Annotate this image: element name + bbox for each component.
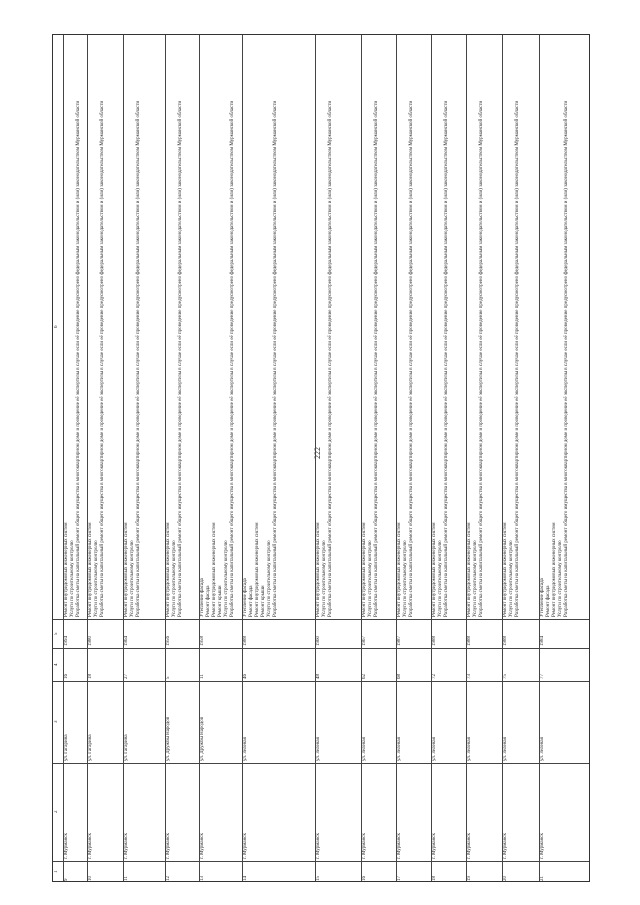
- work-item: Разработка сметы на капитальный ремонт общего имущества в многоквартирном доме и проведение её экспертизы в случае если её проведение предусмотрено федеральным законодательством и (или) законодательством Мурманской области: [515, 100, 520, 617]
- cell-settlement: г. Мурманск: [124, 833, 129, 859]
- cell-works: [200, 37, 241, 617]
- cell-num: 10: [88, 876, 93, 881]
- cell-year: 1980: [88, 636, 93, 646]
- cell-num: 13: [200, 876, 205, 881]
- cell-works: [124, 37, 164, 617]
- work-item: Разработка сметы на капитальный ремонт общего имущества в многоквартирном доме и проведение её экспертизы в случае если её проведение предусмотрено федеральным законодательством и (или) законодательством Мурманской области: [479, 100, 484, 617]
- cell-works: [432, 37, 465, 617]
- column-header: 6: [54, 325, 59, 329]
- cell-settlement: г. Мурманск: [64, 833, 69, 859]
- work-item: Услуги по строительному контролю: [94, 540, 99, 617]
- cell-year: 1994: [64, 636, 69, 646]
- work-item: Услуги по строительному контролю: [438, 540, 443, 617]
- cell-house: 73: [467, 674, 472, 679]
- cell-works: [316, 37, 360, 617]
- work-item: Ремонт внутридомовых инженерных систем: [362, 522, 367, 617]
- work-item: Разработка сметы на капитальный ремонт общего имущества в многоквартирном доме и проведение её экспертизы в случае если её проведение предусмотрено федеральным законодательством и (или) законодательством Мурманской области: [136, 100, 141, 617]
- column-header: 2: [54, 810, 59, 814]
- work-item: Утепление фасада: [243, 578, 248, 617]
- cell-year: 1956: [166, 636, 171, 646]
- cell-num: 11: [124, 876, 129, 881]
- work-item: Разработка сметы на капитальный ремонт общего имущества в многоквартирном доме и проведение её экспертизы в случае если её проведение предусмотрено федеральным законодательством и (или) законодательством Мурманской области: [564, 100, 569, 617]
- work-item: Ремонт внутридомовых инженерных систем: [432, 522, 437, 617]
- cell-settlement: г. Мурманск: [200, 833, 205, 859]
- work-item: Разработка сметы на капитальный ремонт общего имущества в многоквартирном доме и проведение её экспертизы в случае если её проведение предусмотрено федеральным законодательством и (или) законодательством Мурманской области: [409, 100, 414, 617]
- cell-street: ул. Дружбы Народов: [166, 716, 171, 761]
- cell-settlement: г. Мурманск: [166, 833, 171, 859]
- work-item: Утепление фасада: [200, 578, 205, 617]
- cell-works: [362, 37, 395, 617]
- cell-works: [243, 37, 314, 617]
- cell-works: [166, 37, 198, 617]
- cell-house: 72: [432, 674, 437, 679]
- cell-settlement: г. Мурманск: [397, 833, 402, 859]
- cell-street: ул. Зеленая: [467, 737, 472, 761]
- cell-year: 1964: [124, 636, 129, 646]
- cell-house: 68: [397, 674, 402, 679]
- cell-house: 77: [540, 674, 545, 679]
- work-item: Услуги по строительному контролю: [267, 540, 272, 617]
- column-divider: [53, 619, 589, 620]
- work-item: Ремонт внутридомовых инженерных систем: [212, 522, 217, 617]
- cell-house: 48: [316, 674, 321, 679]
- cell-street: ул. Зеленая: [503, 737, 508, 761]
- work-item: Услуги по строительному контролю: [172, 540, 177, 617]
- cell-settlement: г. Мурманск: [467, 833, 472, 859]
- cell-house: 5: [166, 676, 171, 679]
- cell-works: [397, 37, 430, 617]
- cell-settlement: г. Мурманск: [316, 833, 321, 859]
- cell-works: [64, 37, 86, 617]
- column-divider: [53, 648, 589, 649]
- cell-year: 1987: [397, 636, 402, 646]
- cell-house: 11: [200, 674, 205, 679]
- work-item: Разработка сметы на капитальный ремонт общего имущества в многоквартирном доме и проведение её экспертизы в случае если её проведение предусмотрено федеральным законодательством и (или) законодательством Мурманской области: [178, 100, 183, 617]
- cell-year: 1988: [503, 636, 508, 646]
- column-divider: [53, 861, 589, 862]
- cell-year: 1988: [432, 636, 437, 646]
- column-divider: [53, 681, 589, 682]
- cell-street: ул. Зеленая: [362, 737, 367, 761]
- cell-num: 15: [316, 876, 321, 881]
- cell-year: 1988: [467, 636, 472, 646]
- work-item: Ремонт внутридомовых инженерных систем: [467, 522, 472, 617]
- work-item: Разработка сметы на капитальный ремонт общего имущества в многоквартирном доме и проведение её экспертизы в случае если её проведение предусмотрено федеральным законодательством и (или) законодательством Мурманской области: [328, 100, 333, 617]
- work-item: Услуги по строительному контролю: [509, 540, 514, 617]
- cell-works: [88, 37, 122, 617]
- cell-num: 14: [243, 876, 248, 881]
- work-item: Услуги по строительному контролю: [558, 540, 563, 617]
- work-item: Услуги по строительному контролю: [130, 540, 135, 617]
- work-item: Ремонт внутридомовых инженерных систем: [88, 522, 93, 617]
- cell-num: 20: [503, 876, 508, 881]
- work-item: Разработка сметы на капитальный ремонт общего имущества в многоквартирном доме и проведение её экспертизы в случае если её проведение предусмотрено федеральным законодательством и (или) законодательством Мурманской области: [100, 100, 105, 617]
- work-item: Ремонт внутридомовых инженерных систем: [255, 522, 260, 617]
- cell-street: ул. Зеленая: [397, 737, 402, 761]
- column-divider: [53, 763, 589, 764]
- cell-num: 17: [397, 876, 402, 881]
- cell-street: ул. Зеленая: [432, 737, 437, 761]
- work-item: Разработка сметы на капитальный ремонт общего имущества в многоквартирном доме и проведение её экспертизы в случае если её проведение предусмотрено федеральным законодательством и (или) законодательством Мурманской области: [230, 100, 235, 617]
- cell-settlement: г. Мурманск: [88, 833, 93, 859]
- cell-house: 75: [503, 674, 508, 679]
- work-item: Ремонт внутридомовых инженерных систем: [166, 522, 171, 617]
- cell-year: 1984: [540, 636, 545, 646]
- cell-year: 1960: [316, 636, 321, 646]
- cell-num: 16: [362, 876, 367, 881]
- cell-settlement: г. Мурманск: [432, 833, 437, 859]
- work-item: Ремонт крыши: [218, 585, 223, 617]
- cell-works: [503, 37, 538, 617]
- cell-num: 18: [432, 876, 437, 881]
- work-item: Ремонт фасада: [546, 585, 551, 617]
- cell-street: ул. Зеленая: [540, 737, 545, 761]
- works-table: [52, 34, 590, 882]
- work-item: Разработка сметы на капитальный ремонт общего имущества в многоквартирном доме и проведение её экспертизы в случае если её проведение предусмотрено федеральным законодательством и (или) законодательством Мурманской области: [444, 100, 449, 617]
- column-header: 4: [54, 663, 59, 666]
- cell-street: ул. Гагарина: [124, 734, 129, 761]
- cell-house: 27: [124, 674, 129, 679]
- work-item: Услуги по строительному контролю: [224, 540, 229, 617]
- cell-num: 21: [540, 876, 545, 881]
- work-item: Услуги по строительному контролю: [368, 540, 373, 617]
- cell-house: 18: [88, 674, 93, 679]
- cell-works: [540, 37, 590, 617]
- cell-street: ул. Зеленая: [243, 737, 248, 761]
- cell-settlement: г. Мурманск: [503, 833, 508, 859]
- work-item: Услуги по строительному контролю: [70, 540, 75, 617]
- cell-year: 1958: [200, 636, 205, 646]
- cell-street: ул. Гагарина: [64, 734, 69, 761]
- work-item: Ремонт внутридомовых инженерных систем: [397, 522, 402, 617]
- cell-street: ул. Дружбы Народов: [200, 716, 205, 761]
- work-item: Ремонт фасада: [206, 585, 211, 617]
- column-header: 5: [54, 632, 59, 635]
- cell-num: 12: [166, 876, 171, 881]
- work-item: Разработка сметы на капитальный ремонт общего имущества в многоквартирном доме и проведение её экспертизы в случае если её проведение предусмотрено федеральным законодательством и (или) законодательством Мурманской области: [374, 100, 379, 617]
- cell-house: 16: [64, 674, 69, 679]
- cell-street: ул. Зеленая: [316, 737, 321, 761]
- cell-num: 9: [64, 878, 69, 881]
- work-item: Ремонт фасада: [249, 585, 254, 617]
- work-item: Утепление фасада: [540, 578, 545, 617]
- cell-works: [467, 37, 501, 617]
- work-item: Ремонт внутридомовых инженерных систем: [552, 522, 557, 617]
- page-number-text: 222: [313, 447, 322, 459]
- work-item: Услуги по строительному контролю: [473, 540, 478, 617]
- cell-street: ул. Гагарина: [88, 734, 93, 761]
- work-item: Ремонт крыши: [261, 585, 266, 617]
- column-header: 1: [54, 870, 59, 874]
- cell-house: 46: [243, 674, 248, 679]
- work-item: Ремонт внутридомовых инженерных систем: [64, 522, 69, 617]
- cell-settlement: г. Мурманск: [362, 833, 367, 859]
- work-item: Ремонт внутридомовых инженерных систем: [503, 522, 508, 617]
- cell-settlement: г. Мурманск: [540, 833, 545, 859]
- cell-settlement: г. Мурманск: [243, 833, 248, 859]
- work-item: Услуги по строительному контролю: [403, 540, 408, 617]
- column-header: 3: [54, 720, 59, 724]
- cell-num: 19: [467, 876, 472, 881]
- work-item: Разработка сметы на капитальный ремонт общего имущества в многоквартирном доме и проведение её экспертизы в случае если её проведение предусмотрено федеральным законодательством и (или) законодательством Мурманской области: [273, 100, 278, 617]
- cell-house: 62: [362, 674, 367, 679]
- work-item: Разработка сметы на капитальный ремонт общего имущества в многоквартирном доме и проведение её экспертизы в случае если её проведение предусмотрено федеральным законодательством и (или) законодательством Мурманской области: [76, 100, 81, 617]
- work-item: Ремонт внутридомовых инженерных систем: [124, 522, 129, 617]
- cell-year: 1967: [362, 636, 367, 646]
- work-item: Ремонт внутридомовых инженерных систем: [316, 522, 321, 617]
- work-item: Услуги по строительному контролю: [322, 540, 327, 617]
- cell-year: 1988: [243, 636, 248, 646]
